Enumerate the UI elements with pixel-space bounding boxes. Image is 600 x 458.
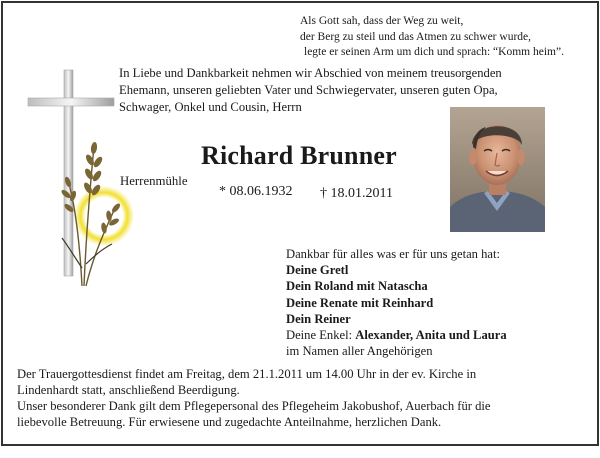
portrait-photo — [450, 107, 545, 232]
footer-line: Der Trauergottesdienst findet am Freitag, dem 21.1.2011 um 14.00 Uhr in der ev. Kirche in — [17, 367, 477, 381]
intro-line: Schwager, Onkel und Cousin, Herrn — [119, 99, 302, 114]
grandchildren-names: Alexander, Anita und Laura — [355, 328, 507, 343]
footer-text — [17, 366, 491, 430]
grandchildren-label: Deine Enkel: — [286, 328, 356, 343]
thanks-line: Dankbar für alles was er für uns getan hat: — [286, 247, 501, 261]
footer-line: Unser besonderer Dank gilt dem Pflegepersonal des Pflegeheim Jakobushof, Auerbach für die — [17, 399, 491, 414]
family-member: Dein Reiner — [286, 311, 351, 326]
grandchildren-line — [286, 327, 507, 343]
family-member: Deine Renate mit Reinhard — [286, 295, 434, 310]
death-date: † 18.01.2011 — [320, 186, 393, 201]
footer-line: liebevolle Betreuung. Für erwiesene und zugedachte Anteilnahme, herzlichen Dank. — [17, 415, 442, 430]
poem-line: legte er seinen Arm um dich und sprach: “Komm heim”. — [304, 46, 564, 58]
poem — [298, 14, 564, 61]
intro-line: Ehemann, unseren geliebten Vater und Schwiegervater, unseren guten Opa, — [119, 82, 498, 97]
deceased-place: Herrenmühle — [120, 174, 188, 188]
family-member: Dein Roland mit Natascha — [286, 279, 428, 294]
poem-line: Als Gott sah, dass der Weg zu weit, — [300, 15, 464, 27]
intro-line: In Liebe und Dankbarkeit nehmen wir Abschied von meinem treusorgenden — [119, 66, 502, 80]
footer-line: Lindenhardt statt, anschließend Beerdigung. — [17, 383, 240, 398]
deceased-name: Richard Brunner — [201, 141, 397, 170]
birth-date: * 08.06.1932 — [219, 184, 293, 199]
poem-line: der Berg zu steil und das Atmen zu schwer wurde, — [300, 30, 532, 43]
family-member: Deine Gretl — [286, 263, 349, 278]
intro-text — [119, 65, 502, 115]
closing-line: im Namen aller Angehörigen — [286, 344, 433, 359]
family-block — [286, 246, 507, 359]
